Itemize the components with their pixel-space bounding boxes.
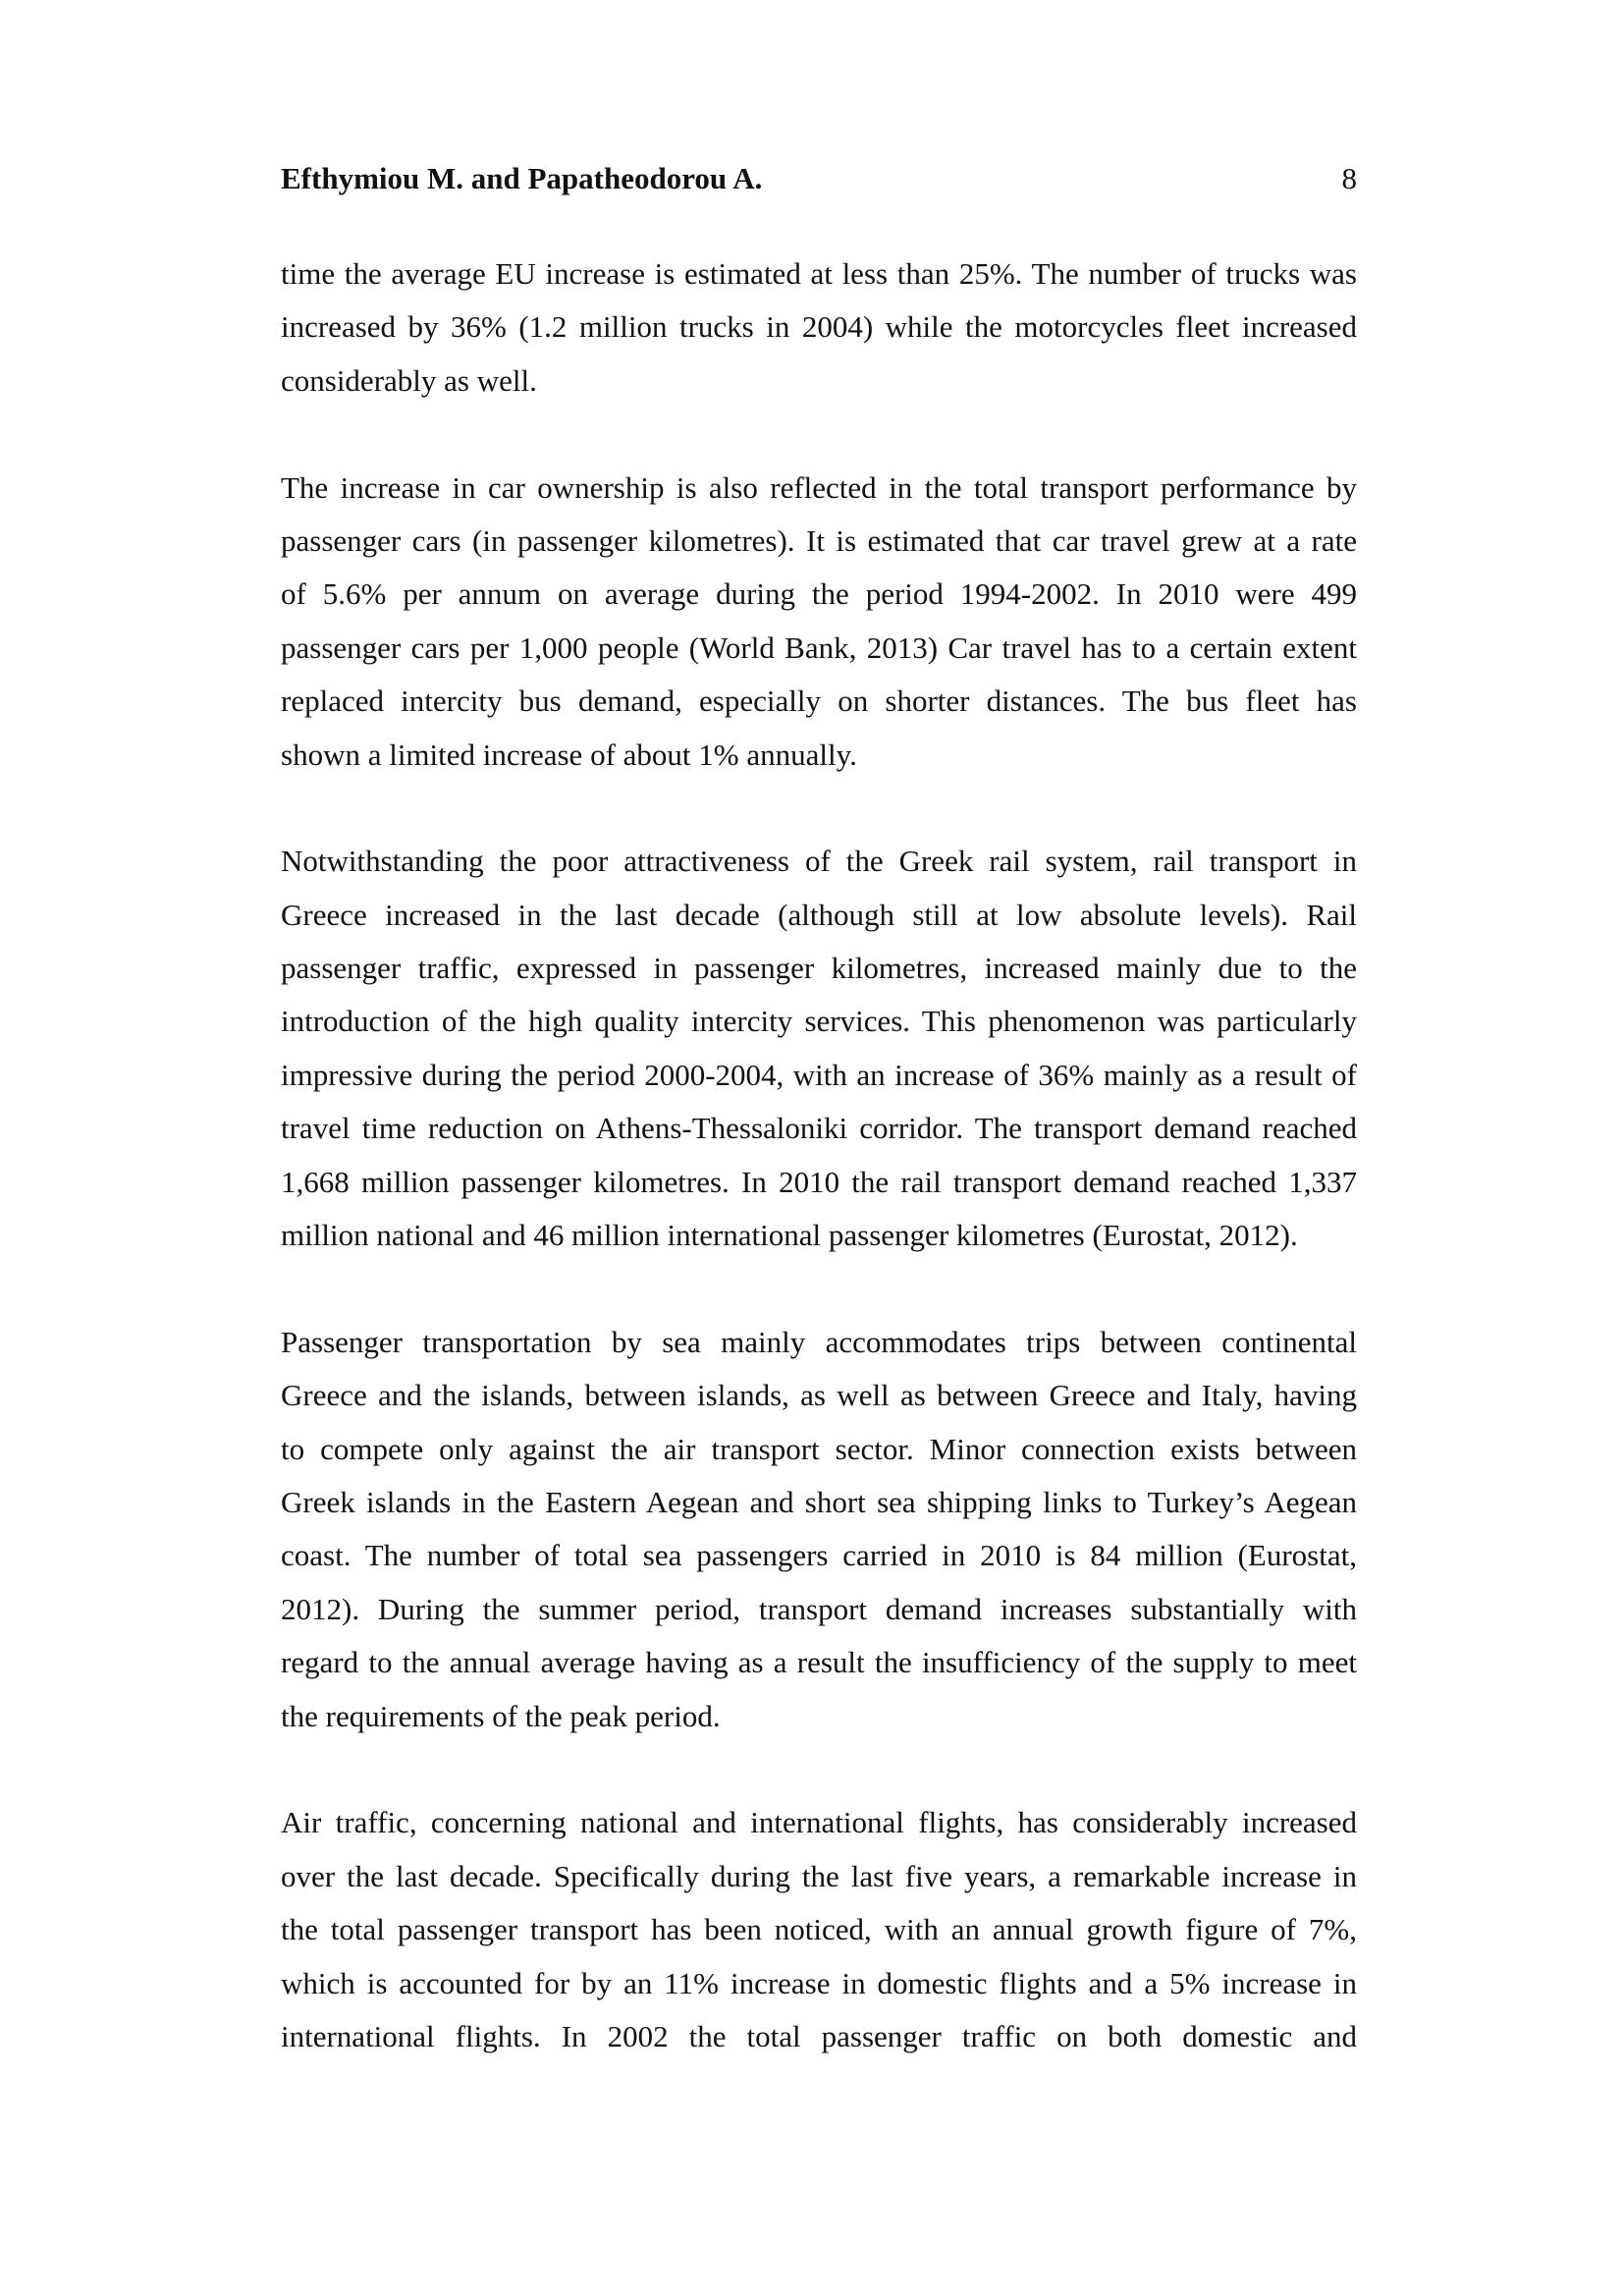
text-line: introduction of the high quality intercity services. This phenomenon was particularly	[281, 1004, 1357, 1039]
running-header	[281, 157, 1357, 200]
text-line: over the last decade. Specifically during the last five years, a remarkable increase in	[281, 1858, 1357, 1893]
text-line: Greece increased in the last decade (although still at low absolute levels). Rail	[281, 897, 1357, 932]
text-line: time the average EU increase is estimated at less than 25%. The number of trucks was	[281, 256, 1357, 291]
text-line: Air traffic, concerning national and international flights, has considerably increased	[281, 1805, 1357, 1840]
text-line: Greece and the islands, between islands, as well as between Greece and Italy, having	[281, 1378, 1357, 1413]
text-line: considerably as well.	[281, 362, 537, 398]
text-line: The increase in car ownership is also reflected in the total transport performance by	[281, 469, 1357, 505]
text-line: Passenger transportation by sea mainly accommodates trips between continental	[281, 1324, 1357, 1359]
text-line: the requirements of the peak period.	[281, 1698, 721, 1733]
text-line: coast. The number of total sea passengers carried in 2010 is 84 million (Eurostat,	[281, 1538, 1357, 1573]
text-line: increased by 36% (1.2 million trucks in 2004) while the motorcycles fleet increased	[281, 309, 1357, 345]
text-line: Notwithstanding the poor attractiveness of the Greek rail system, rail transport in	[281, 844, 1357, 879]
text-line: 2012). During the summer period, transport demand increases substantially with	[281, 1591, 1357, 1626]
text-line: impressive during the period 2000-2004, with an increase of 36% mainly as a result of	[281, 1057, 1357, 1092]
page-number: 8	[1341, 161, 1357, 195]
paragraph-2	[281, 462, 1357, 782]
body-text	[281, 247, 1357, 2117]
paragraph-5	[281, 1796, 1357, 2063]
text-line: million national and 46 million international passenger kilometres (Eurostat, 2012).	[281, 1218, 1298, 1253]
paragraph-3	[281, 835, 1357, 1262]
text-line: of 5.6% per annum on average during the period 1994-2002. In 2010 were 499	[281, 576, 1357, 612]
header-authors: Efthymiou M. and Papatheodorou A.	[281, 161, 763, 195]
text-line: the total passenger transport has been noticed, with an annual growth figure of 7%,	[281, 1912, 1357, 1947]
text-line: passenger cars (in passenger kilometres). It is estimated that car travel grew at a rate	[281, 522, 1357, 558]
text-line: international flights. In 2002 the total passenger traffic on both domestic and	[281, 2018, 1357, 2053]
text-line: passenger traffic, expressed in passenger kilometres, increased mainly due to the	[281, 951, 1357, 986]
text-line: travel time reduction on Athens-Thessaloniki corridor. The transport demand reached	[281, 1111, 1357, 1146]
text-line: Greek islands in the Eastern Aegean and short sea shipping links to Turkey’s Aegean	[281, 1484, 1357, 1519]
text-line: which is accounted for by an 11% increase in domestic flights and a 5% increase in	[281, 1965, 1357, 2000]
paragraph-4	[281, 1316, 1357, 1743]
text-line: shown a limited increase of about 1% annually.	[281, 737, 857, 772]
text-line: replaced intercity bus demand, especially on shorter distances. The bus fleet has	[281, 683, 1357, 719]
text-line: passenger cars per 1,000 people (World Bank, 2013) Car travel has to a certain extent	[281, 629, 1357, 665]
text-line: regard to the annual average having as a result the insufficiency of the supply to meet	[281, 1645, 1357, 1680]
text-line: 1,668 million passenger kilometres. In 2010 the rail transport demand reached 1,337	[281, 1164, 1357, 1199]
text-line: to compete only against the air transport sector. Minor connection exists between	[281, 1431, 1357, 1466]
paragraph-1	[281, 247, 1357, 408]
